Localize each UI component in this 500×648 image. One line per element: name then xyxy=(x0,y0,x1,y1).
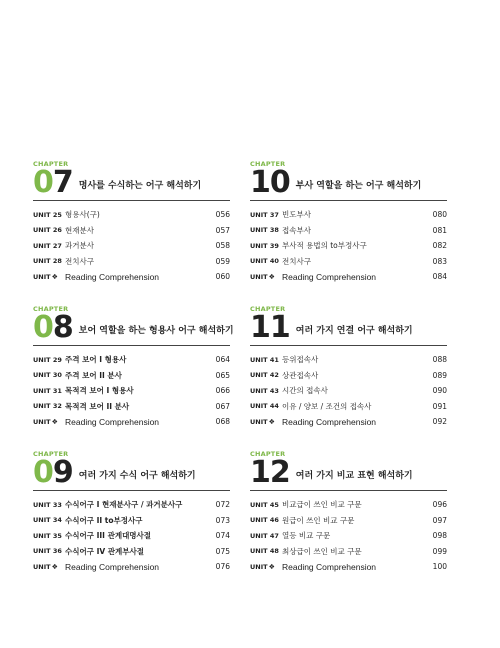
unit-row[interactable] xyxy=(33,238,230,254)
chapter-label: CHAPTER xyxy=(250,160,286,168)
unit-list xyxy=(250,352,447,430)
unit-label: UNIT 25 xyxy=(33,210,62,219)
unit-row[interactable] xyxy=(33,497,230,513)
chapter-title: 명사를 수식하는 어구 해석하기 xyxy=(78,181,202,191)
unit-label: UNIT 35 xyxy=(33,531,62,540)
unit-title: 전치사구 xyxy=(65,256,94,266)
chapter-divider xyxy=(33,200,230,201)
chapter-title: 여러 가지 비교 표현 해석하기 xyxy=(295,471,413,481)
unit-page: 064 xyxy=(215,355,230,365)
chapter-number-first: 1 xyxy=(250,165,270,200)
unit-label: UNIT 46 xyxy=(250,516,279,525)
unit-label: UNIT 45 xyxy=(250,500,279,509)
unit-page: 099 xyxy=(432,546,447,556)
unit-title: 현재분사 xyxy=(65,225,94,235)
unit-title: Reading Comprehension xyxy=(282,416,377,427)
unit-row[interactable] xyxy=(250,238,447,254)
chapter-title: 여러 가지 수식 어구 해석하기 xyxy=(78,471,196,481)
unit-row[interactable] xyxy=(33,513,230,529)
unit-label: UNIT xyxy=(33,562,51,571)
unit-label: UNIT xyxy=(250,562,268,571)
unit-row[interactable] xyxy=(33,368,230,384)
unit-page: 057 xyxy=(215,225,230,235)
chapter-divider xyxy=(33,345,230,346)
chapter-label: CHAPTER xyxy=(33,160,69,168)
reading-comprehension-row[interactable] xyxy=(33,559,230,575)
reading-comprehension-row[interactable] xyxy=(250,559,447,575)
unit-title: Reading Comprehension xyxy=(65,416,160,427)
unit-title: 최상급이 쓰인 비교 구문 xyxy=(282,546,362,556)
unit-label: UNIT 47 xyxy=(250,531,279,540)
chapter-07 xyxy=(33,160,230,285)
unit-row[interactable] xyxy=(250,223,447,239)
unit-label: UNIT 33 xyxy=(33,500,62,509)
chapter-header xyxy=(33,455,230,490)
chapter-number-second: 1 xyxy=(269,310,290,345)
chapter-label: CHAPTER xyxy=(33,450,69,458)
unit-label: UNIT 27 xyxy=(33,241,62,250)
unit-page: 083 xyxy=(432,256,447,266)
unit-title: 상관접속사 xyxy=(282,370,319,380)
chapter-number-second: 7 xyxy=(52,165,73,200)
unit-title: Reading Comprehension xyxy=(282,271,377,282)
unit-page: 084 xyxy=(432,272,447,282)
unit-page: 092 xyxy=(432,417,447,427)
chapter-08 xyxy=(33,305,234,430)
unit-list xyxy=(250,207,447,285)
unit-title: 수식어구 III 관계대명사절 xyxy=(65,531,152,541)
chapter-divider xyxy=(33,490,230,491)
unit-list xyxy=(250,497,447,575)
chapter-title: 보어 역할을 하는 형용사 어구 해석하기 xyxy=(78,326,234,336)
chapter-number-second: 0 xyxy=(269,165,290,200)
unit-list xyxy=(33,497,230,575)
chapter-10 xyxy=(250,160,447,285)
unit-title: 비교급이 쓰인 비교 구문 xyxy=(282,500,362,510)
unit-label: UNIT 39 xyxy=(250,241,279,250)
unit-label: UNIT 29 xyxy=(33,355,62,364)
unit-title: Reading Comprehension xyxy=(65,271,160,282)
unit-title: 수식어구 II to부정사구 xyxy=(65,515,143,525)
reading-comprehension-row[interactable] xyxy=(250,414,447,430)
unit-title: 과거분사 xyxy=(65,241,94,251)
unit-title: 수식어구 IV 관계부사절 xyxy=(65,546,145,556)
unit-title: 전치사구 xyxy=(282,256,311,266)
chapter-number-first: 0 xyxy=(33,455,53,490)
unit-label: UNIT 28 xyxy=(33,257,62,266)
unit-title: 목적격 보어 I 형용사 xyxy=(65,386,134,396)
unit-page: 072 xyxy=(215,500,230,510)
unit-row[interactable] xyxy=(250,497,447,513)
unit-page: 075 xyxy=(215,546,230,556)
diamond-icon: ❖ xyxy=(268,417,275,426)
unit-page: 056 xyxy=(215,210,230,220)
unit-page: 098 xyxy=(432,531,447,541)
chapter-header xyxy=(33,310,234,345)
chapter-09 xyxy=(33,450,230,575)
chapter-divider xyxy=(250,345,447,346)
unit-title: 주격 보어 II 분사 xyxy=(65,370,122,380)
unit-page: 073 xyxy=(215,515,230,525)
unit-label: UNIT 30 xyxy=(33,371,62,380)
diamond-icon: ❖ xyxy=(51,417,58,426)
unit-page: 081 xyxy=(432,225,447,235)
unit-label: UNIT 44 xyxy=(250,402,279,411)
unit-list xyxy=(33,207,230,285)
unit-label: UNIT 42 xyxy=(250,371,279,380)
diamond-icon: ❖ xyxy=(51,272,58,281)
unit-label: UNIT 40 xyxy=(250,257,279,266)
unit-label: UNIT 36 xyxy=(33,547,62,556)
chapter-number-first: 1 xyxy=(250,455,270,490)
chapter-header xyxy=(250,310,447,345)
unit-page: 058 xyxy=(215,241,230,251)
chapter-number xyxy=(33,455,73,490)
unit-row[interactable] xyxy=(250,544,447,560)
unit-label: UNIT 48 xyxy=(250,547,279,556)
unit-row[interactable] xyxy=(250,399,447,415)
unit-title: 열등 비교 구문 xyxy=(282,531,331,541)
reading-comprehension-row[interactable] xyxy=(33,414,230,430)
unit-row[interactable] xyxy=(33,254,230,270)
chapter-number xyxy=(250,455,290,490)
unit-label: UNIT 31 xyxy=(33,386,62,395)
unit-title: 이유 / 양보 / 조건의 접속사 xyxy=(282,401,372,411)
chapter-number-second: 9 xyxy=(52,455,73,490)
unit-title: 빈도부사 xyxy=(282,210,311,220)
unit-page: 068 xyxy=(215,417,230,427)
unit-row[interactable] xyxy=(250,513,447,529)
unit-page: 082 xyxy=(432,241,447,251)
unit-row[interactable] xyxy=(250,352,447,368)
chapter-header xyxy=(250,165,447,200)
unit-label: UNIT xyxy=(250,272,268,281)
unit-label: UNIT xyxy=(250,417,268,426)
unit-label: UNIT 34 xyxy=(33,516,62,525)
chapter-number xyxy=(250,310,290,345)
unit-page: 060 xyxy=(215,272,230,282)
chapter-number-first: 1 xyxy=(250,310,270,345)
unit-row[interactable] xyxy=(250,207,447,223)
unit-page: 088 xyxy=(432,355,447,365)
chapter-label: CHAPTER xyxy=(250,450,286,458)
unit-page: 089 xyxy=(432,370,447,380)
unit-page: 080 xyxy=(432,210,447,220)
diamond-icon: ❖ xyxy=(268,272,275,281)
diamond-icon: ❖ xyxy=(268,562,275,571)
reading-comprehension-row[interactable] xyxy=(33,269,230,285)
chapter-label: CHAPTER xyxy=(250,305,286,313)
unit-list xyxy=(33,352,230,430)
chapter-number xyxy=(33,310,73,345)
unit-title: 주격 보어 I 형용사 xyxy=(65,355,127,365)
chapter-number xyxy=(250,165,290,200)
unit-row[interactable] xyxy=(250,383,447,399)
chapter-number-first: 0 xyxy=(33,165,53,200)
chapter-number-second: 2 xyxy=(269,455,290,490)
unit-row[interactable] xyxy=(33,383,230,399)
unit-row[interactable] xyxy=(33,207,230,223)
unit-label: UNIT 26 xyxy=(33,226,62,235)
diamond-icon: ❖ xyxy=(51,562,58,571)
unit-title: 시간의 접속사 xyxy=(282,386,328,396)
unit-page: 059 xyxy=(215,256,230,266)
chapter-number-second: 8 xyxy=(52,310,73,345)
chapter-divider xyxy=(250,490,447,491)
chapter-header xyxy=(250,455,447,490)
unit-title: Reading Comprehension xyxy=(65,561,160,572)
chapter-11 xyxy=(250,305,447,430)
unit-page: 100 xyxy=(432,562,447,572)
unit-page: 065 xyxy=(215,370,230,380)
unit-page: 097 xyxy=(432,515,447,525)
chapter-label: CHAPTER xyxy=(33,305,69,313)
unit-title: 등위접속사 xyxy=(282,355,319,365)
chapter-title: 부사 역할을 하는 어구 해석하기 xyxy=(295,181,422,191)
unit-label: UNIT 32 xyxy=(33,402,62,411)
unit-row[interactable] xyxy=(33,352,230,368)
unit-title: 부사적 용법의 to부정사구 xyxy=(282,241,367,251)
unit-page: 091 xyxy=(432,401,447,411)
unit-row[interactable] xyxy=(33,528,230,544)
unit-row[interactable] xyxy=(33,223,230,239)
unit-page: 096 xyxy=(432,500,447,510)
unit-row[interactable] xyxy=(250,528,447,544)
unit-row[interactable] xyxy=(33,544,230,560)
unit-title: 접속부사 xyxy=(282,225,311,235)
chapter-number-first: 0 xyxy=(33,310,53,345)
unit-page: 090 xyxy=(432,386,447,396)
unit-page: 074 xyxy=(215,531,230,541)
unit-label: UNIT xyxy=(33,272,51,281)
unit-title: 원급이 쓰인 비교 구문 xyxy=(282,515,355,525)
unit-row[interactable] xyxy=(250,254,447,270)
unit-title: 목적격 보어 II 분사 xyxy=(65,401,130,411)
unit-title: 수식어구 I 현재분사구 / 과거분사구 xyxy=(65,500,183,510)
unit-label: UNIT 43 xyxy=(250,386,279,395)
unit-label: UNIT 41 xyxy=(250,355,279,364)
unit-row[interactable] xyxy=(33,399,230,415)
chapter-divider xyxy=(250,200,447,201)
chapter-header xyxy=(33,165,230,200)
chapter-12 xyxy=(250,450,447,575)
unit-label: UNIT xyxy=(33,417,51,426)
unit-page: 066 xyxy=(215,386,230,396)
unit-title: Reading Comprehension xyxy=(282,561,377,572)
unit-page: 067 xyxy=(215,401,230,411)
chapter-title: 여러 가지 연결 어구 해석하기 xyxy=(295,326,413,336)
unit-page: 076 xyxy=(215,562,230,572)
unit-label: UNIT 37 xyxy=(250,210,279,219)
unit-label: UNIT 38 xyxy=(250,226,279,235)
chapter-number xyxy=(33,165,73,200)
reading-comprehension-row[interactable] xyxy=(250,269,447,285)
unit-title: 형용사(구) xyxy=(65,210,100,220)
unit-row[interactable] xyxy=(250,368,447,384)
